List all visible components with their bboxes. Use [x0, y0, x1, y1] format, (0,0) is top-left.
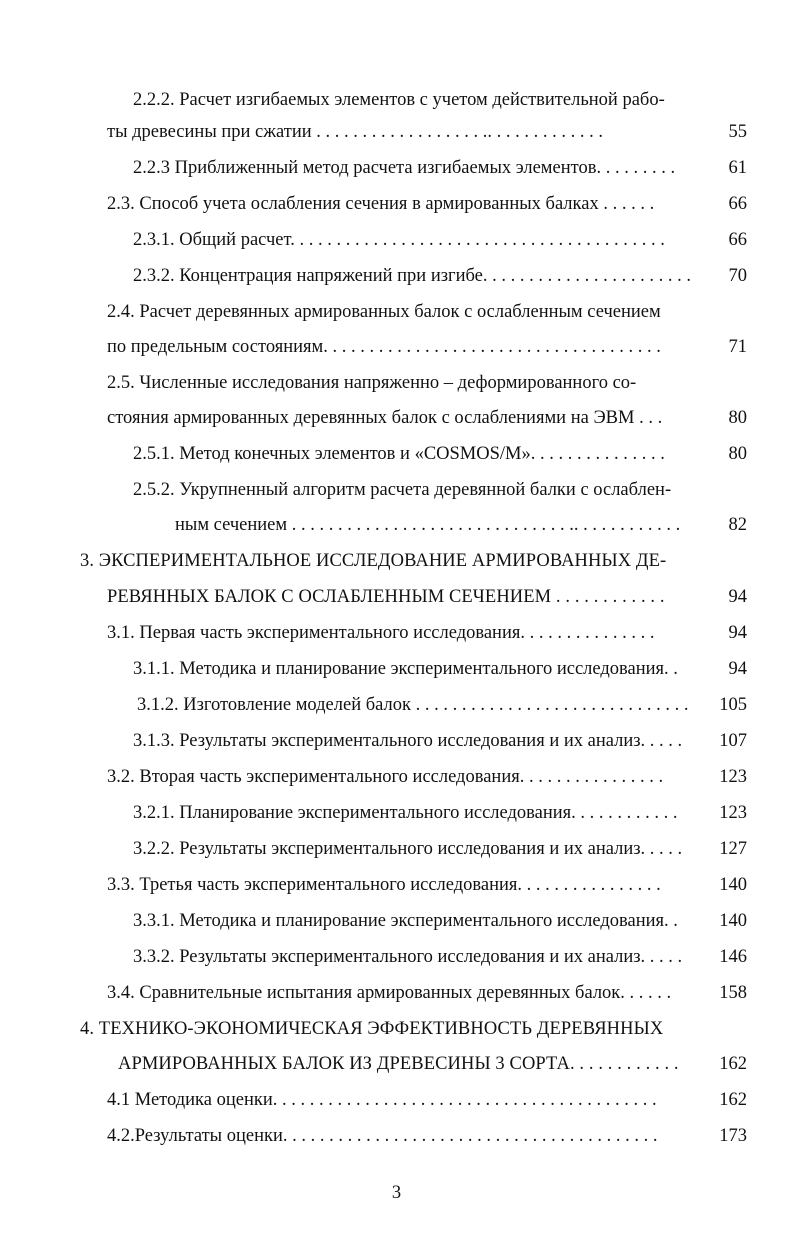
toc-chapter-4-cont: АРМИРОВАННЫХ БАЛОК ИЗ ДРЕВЕСИНЫ 3 СОРТА. . . . . . . . . . . .: [118, 1054, 679, 1074]
toc-page-num: 94: [728, 659, 747, 679]
toc-entry-2-5-cont: стояния армированных деревянных балок с ослаблениями на ЭВМ . . .: [107, 408, 663, 428]
toc-entry-2-5-2-cont: ным сечением . . . . . . . . . . . . . . . . . . . . . . . . . . . . . . .. . . . . . . . . . . .: [175, 515, 681, 535]
toc-page-num: 80: [728, 444, 747, 464]
toc-entry-3-3: 3.3. Третья часть экспериментального исследования. . . . . . . . . . . . . . . .: [107, 875, 661, 895]
toc-page-num: 94: [728, 623, 747, 643]
toc-page-num: 71: [728, 337, 747, 357]
toc-entry-3-2-2: 3.2.2. Результаты экспериментального исследования и их анализ. . . . .: [133, 839, 683, 859]
toc-entry-2-2-2-cont: ты древесины при сжатии . . . . . . . . . . . . . . . . . . .. . . . . . . . . . . . .: [107, 122, 604, 142]
toc-page-num: 94: [728, 587, 747, 607]
toc-page-num: 70: [728, 266, 747, 286]
toc-entry-2-3: 2.3. Способ учета ослабления сечения в армированных балках . . . . . .: [107, 194, 655, 214]
toc-entry-3-2: 3.2. Вторая часть экспериментального исследования. . . . . . . . . . . . . . . .: [107, 767, 664, 787]
toc-page-num: 146: [719, 947, 747, 967]
toc-entry-4-1: 4.1 Методика оценки. . . . . . . . . . . . . . . . . . . . . . . . . . . . . . . . . . . . . . . . . .: [107, 1090, 657, 1110]
toc-entry-3-1: 3.1. Первая часть экспериментального исследования. . . . . . . . . . . . . . .: [107, 623, 655, 643]
toc-page-num: 107: [719, 731, 747, 751]
toc-entry-3-3-2: 3.3.2. Результаты экспериментального исследования и их анализ. . . . .: [133, 947, 683, 967]
toc-page-num: 55: [728, 122, 747, 142]
toc-page-num: 140: [719, 875, 747, 895]
toc-entry-2-2-3: 2.2.3 Приближенный метод расчета изгибаемых элементов. . . . . . . . .: [133, 158, 676, 178]
toc-entry-2-5-1: 2.5.1. Метод конечных элементов и «COSMOS/M». . . . . . . . . . . . . . .: [133, 444, 665, 464]
toc-page-num: 61: [728, 158, 747, 178]
toc-entry-2-3-2: 2.3.2. Концентрация напряжений при изгибе. . . . . . . . . . . . . . . . . . . . . . .: [133, 266, 692, 286]
toc-page-num: 82: [728, 515, 747, 535]
toc-entry-2-2-2: 2.2.2. Расчет изгибаемых элементов с учетом действительной рабо-: [133, 90, 665, 110]
toc-entry-3-4: 3.4. Сравнительные испытания армированных деревянных балок. . . . . .: [107, 983, 672, 1003]
toc-entry-2-3-1: 2.3.1. Общий расчет. . . . . . . . . . . . . . . . . . . . . . . . . . . . . . . . . . . . . . . . .: [133, 230, 665, 250]
toc-page-num: 80: [728, 408, 747, 428]
toc-page-num: 127: [719, 839, 747, 859]
toc-chapter-4: 4. ТЕХНИКО-ЭКОНОМИЧЕСКАЯ ЭФФЕКТИВНОСТЬ ДЕРЕВЯННЫХ: [80, 1019, 664, 1039]
toc-page-num: 66: [728, 194, 747, 214]
toc-page-num: 173: [719, 1126, 747, 1146]
toc-chapter-3: 3. ЭКСПЕРИМЕНТАЛЬНОЕ ИССЛЕДОВАНИЕ АРМИРОВАННЫХ ДЕ-: [80, 551, 667, 571]
toc-entry-2-4-cont: по предельным состояниям. . . . . . . . . . . . . . . . . . . . . . . . . . . . . . . . . . . . .: [107, 337, 661, 357]
toc-page-num: 162: [719, 1054, 747, 1074]
toc-entry-2-4: 2.4. Расчет деревянных армированных балок с ослабленным сечением: [107, 302, 661, 322]
toc-entry-2-5-2: 2.5.2. Укрупненный алгоритм расчета деревянной балки с ослаблен-: [133, 480, 672, 500]
toc-page-num: 140: [719, 911, 747, 931]
toc-entry-3-1-1: 3.1.1. Методика и планирование экспериментального исследования. .: [133, 659, 678, 679]
page-number: 3: [391, 1183, 402, 1203]
toc-entry-3-2-1: 3.2.1. Планирование экспериментального исследования. . . . . . . . . . . .: [133, 803, 678, 823]
toc-page-num: 105: [719, 695, 747, 715]
toc-entry-4-2: 4.2.Результаты оценки. . . . . . . . . . . . . . . . . . . . . . . . . . . . . . . . . . . . . . . . .: [107, 1126, 658, 1146]
toc-page-num: 158: [719, 983, 747, 1003]
toc-entry-3-1-2: 3.1.2. Изготовление моделей балок . . . . . . . . . . . . . . . . . . . . . . . . . . . . . .: [137, 695, 689, 715]
toc-page-num: 123: [719, 767, 747, 787]
toc-entry-3-1-3: 3.1.3. Результаты экспериментального исследования и их анализ. . . . .: [133, 731, 683, 751]
toc-entry-3-3-1: 3.3.1. Методика и планирование экспериментального исследования. .: [133, 911, 678, 931]
toc-page-num: 66: [728, 230, 747, 250]
toc-entry-2-5: 2.5. Численные исследования напряженно – деформированного со-: [107, 373, 637, 393]
toc-page-num: 162: [719, 1090, 747, 1110]
toc-page-num: 123: [719, 803, 747, 823]
toc-chapter-3-cont: РЕВЯННЫХ БАЛОК С ОСЛАБЛЕННЫМ СЕЧЕНИЕМ . . . . . . . . . . . .: [107, 587, 665, 607]
